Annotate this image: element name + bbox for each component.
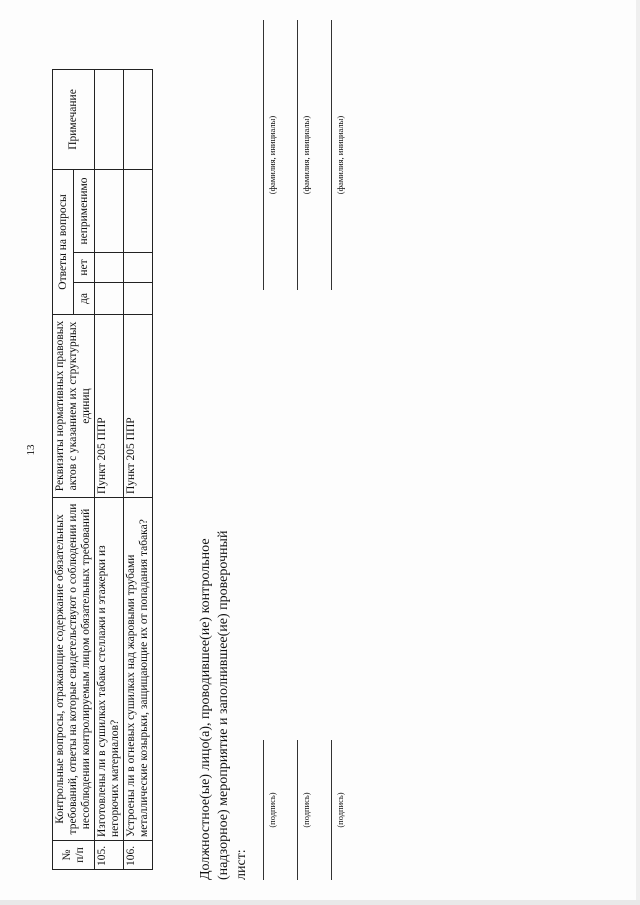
row-yes-cell xyxy=(124,283,153,315)
scan-edge-bottom xyxy=(0,900,640,905)
row-num: 105. xyxy=(95,841,124,870)
row-question: Устроены ли в огневых сушилках над жаровыми трубами металлические козырьки, защищающие их от попадания табака? xyxy=(124,498,153,841)
row-na-cell xyxy=(95,169,124,252)
signature-line xyxy=(331,740,332,880)
row-no-cell xyxy=(124,253,153,283)
row-note-cell xyxy=(124,69,153,169)
scan-edge-right xyxy=(636,0,640,905)
page-number: 13 xyxy=(25,444,37,456)
rotated-document-sheet xyxy=(25,20,615,880)
header-note: Примечание xyxy=(53,69,95,169)
header-num: № п/п xyxy=(53,841,95,870)
header-yes: да xyxy=(74,283,95,315)
row-question: Изготовлены ли в сушилках табака стеллажи и этажерки из негорючих материалов? xyxy=(95,498,124,841)
name-caption: (фамилия, инициалы) xyxy=(335,115,345,195)
name-caption: (фамилия, инициалы) xyxy=(267,115,277,195)
table-header-row xyxy=(53,69,74,869)
header-requisites: Реквизиты нормативных правовых актов с указанием их структурных единиц xyxy=(53,315,95,498)
header-na: неприменимо xyxy=(74,169,95,252)
row-no-cell xyxy=(95,253,124,283)
table-row xyxy=(124,69,153,869)
name-line xyxy=(331,20,332,290)
table-row xyxy=(95,69,124,869)
row-num: 106. xyxy=(124,841,153,870)
row-note-cell xyxy=(95,69,124,169)
name-line xyxy=(297,20,298,290)
signatures-intro: Должностное(ые) лицо(а), проводившее(ие) контрольное (надзорное) мероприятие и заполнившее(ие) проверочный лист: xyxy=(198,530,249,880)
row-na-cell xyxy=(124,169,153,252)
header-question: Контрольные вопросы, отражающие содержание обязательных требований, ответы на которые свидетельствуют о соблюдении или несоблюдении контролируемым лицом обязательных требований xyxy=(53,498,95,841)
row-yes-cell xyxy=(95,283,124,315)
header-answers: Ответы на вопросы xyxy=(53,169,74,314)
row-requisite: Пункт 205 ППР xyxy=(124,315,153,498)
signature-caption: (подпись) xyxy=(301,792,311,828)
signature-caption: (подпись) xyxy=(335,792,345,828)
checklist-table xyxy=(52,69,153,870)
signature-caption: (подпись) xyxy=(267,792,277,828)
name-line xyxy=(263,20,264,290)
row-requisite: Пункт 205 ППР xyxy=(95,315,124,498)
name-caption: (фамилия, инициалы) xyxy=(301,115,311,195)
signature-line xyxy=(297,740,298,880)
signature-line xyxy=(263,740,264,880)
header-no: нет xyxy=(74,253,95,283)
